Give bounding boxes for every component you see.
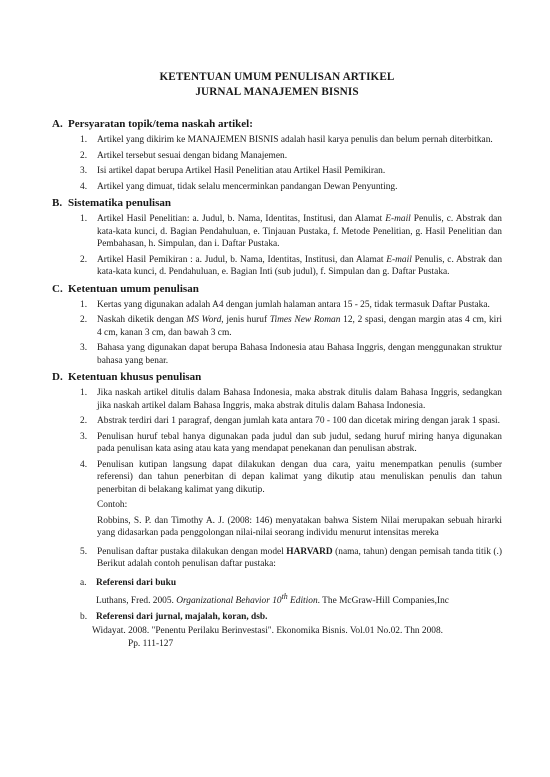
list-item [80,165,502,178]
item-text: Artikel Hasil Pemikiran : a. Judul, b. Nama, Identitas, Institusi, dan Alamat E-mail Penulis, c. Abstrak dan kata-kata kunci, d. Pendahuluan, e. Bagian Inti (sub judul), f. Simpulan dan g. Daftar Pustaka. [97,254,503,277]
list-item [80,415,502,428]
section-letter: C. [52,282,63,295]
item-number: 2. [80,254,88,265]
item-number: 2. [80,416,88,426]
reference-examples [52,577,502,651]
section-letter: A. [52,118,63,130]
list-item [80,150,502,163]
item-number: 3. [80,166,88,176]
list-item [80,342,502,367]
italic-term: E-mail [386,254,412,265]
section-b-list [52,213,502,279]
list-item [80,254,502,279]
sub-letter: a. [80,577,87,588]
title-line-2: JURNAL MANAJEMEN BISNIS [195,86,359,98]
section-letter: D. [52,371,63,383]
example-text: Robbins, S. P. dan Timothy A. J. (2008: 146) menyatakan bahwa Sistem Nilai merupakan sebuah hirarki yang didasarkan pada penggolongan nilai-nilai seorang individu menurut intensitas mereka [97,515,502,538]
section-d-heading [52,370,502,384]
list-item [80,387,502,412]
section-title: Sistematika penulisan [68,197,171,209]
item-number: 4. [80,181,88,192]
item-text: Artikel Hasil Penelitian: a. Judul, b. Nama, Identitas, Institusi, dan Alamat E-mail Penulis, c. Abstrak dan kata-kata kunci, d. Bagian Pendahuluan, e. Tinjauan Pustaka, f. Metode Penelitian, g. Hasil Penelitian dan Pembahasan, h. Simpulan, dan i. Daftar Pustaka. [97,214,502,249]
list-item [80,459,502,543]
section-b [52,196,502,279]
section-c [52,282,502,368]
item-number: 3. [80,431,88,442]
item-number: 5. [80,546,88,557]
item-text: Abstrak terdiri dari 1 paragraf, dengan jumlah kata antara 70 - 100 dan dicetak miring dengan jarak 1 spasi. [97,416,500,426]
section-a-list [52,134,502,193]
item-text [97,459,502,543]
item-text [97,546,502,574]
title-line-1: KETENTUAN UMUM PENULISAN ARTIKEL [159,71,395,83]
item-text: Artikel yang dikirim ke MANAJEMEN BISNIS adalah hasil karya penulis dan belum pernah diterbitkan. [97,135,493,145]
italic-term: Times New Roman [269,315,341,325]
item-text: Bahasa yang digunakan dapat berupa Bahasa Indonesia atau Bahasa Inggris, dengan menggunakan struktur bahasa yang benar. [97,343,502,366]
item-text: Naskah diketik dengan MS Word, jenis huruf Times New Roman 12, 2 spasi, dengan margin atas 4 cm, kiri 4 cm, kanan 3 cm, dan bawah 3 cm. [97,315,503,338]
bold-term: HARVARD [286,546,333,557]
document-title [52,70,502,100]
section-d [52,370,502,650]
reference-book: Luthans, Fred. 2005. Organizational Behavior 10th Edition. The McGraw-Hill Companies,Inc [96,592,449,607]
reference-line: Widayat. 2008. "Penentu Perilaku Berinvestasi". Ekonomika Bisnis. Vol.01 No.02. Thn 2008. [92,626,444,637]
item-text: Kertas yang digunakan adalah A4 dengan jumlah halaman antara 15 - 25, tidak termasuk Daftar Pustaka. [97,299,490,310]
item-number: 1. [80,135,88,145]
item-number: 1. [80,299,88,310]
italic-term: MS Word [186,315,222,325]
item-text: Jika naskah artikel ditulis dalam Bahasa Indonesia, maka abstrak ditulis dalam Bahasa Inggris, sedangkan jika naskah artikel dalam Bahasa Inggris, maka abstrak ditulis dalam Bahasa Indonesia. [97,388,502,411]
list-item [80,314,502,339]
section-a-heading [52,117,502,131]
item-text: Artikel yang dimuat, tidak selalu mencerminkan pandangan Dewan Penyunting. [97,181,398,192]
list-item [80,431,502,456]
section-title: Ketentuan khusus penulisan [68,371,202,383]
list-item [80,299,502,312]
item-text: Isi artikel dapat berupa Artikel Hasil Penelitian atau Artikel Hasil Pemikiran. [97,166,386,176]
item-number: 1. [80,388,88,398]
sub-heading: Referensi dari buku [96,577,177,588]
subsection-a [80,577,502,590]
section-c-list [52,299,502,368]
sub-heading: Referensi dari jurnal, majalah, koran, dsb. [96,611,268,622]
italic-title: Organizational Behavior 10th Edition [176,592,318,607]
item-number: 3. [80,343,88,353]
example-label: Contoh: [97,500,128,510]
item-number: 4. [80,459,88,470]
reference-journal [80,625,502,650]
item-number: 1. [80,214,88,224]
item-paragraph: Penulisan kutipan langsung dapat dilakukan dengan dua cara, yaitu menempatkan penulis (sumber referensi) dan tahun penerbitan di depan kalimat yang dikutip atau menuliskan penulis dan tahun penerbitan di belakang kalimat yang dikutip. [97,459,502,495]
item-number: 2. [80,315,88,325]
item-number: 2. [80,150,88,161]
section-d-list [52,387,502,574]
section-letter: B. [52,197,63,209]
section-a [52,117,502,193]
list-item [80,134,502,147]
section-title: Persyaratan topik/tema naskah artikel: [68,118,253,130]
sub-letter: b. [80,611,88,622]
section-title: Ketentuan umum penulisan [68,282,199,295]
section-b-heading [52,196,502,210]
item-text: Artikel tersebut sesuai dengan bidang Manajemen. [97,150,288,161]
section-c-heading [52,282,502,296]
item-text: Penulisan huruf tebal hanya digunakan pada judul dan sub judul, sedang huruf miring hanya digunakan pada penulisan kata asing atau kata yang mendapat penekanan dan penulisan abstrak. [97,431,502,454]
reference-line: Pp. 111-127 [128,638,174,649]
italic-term: E-mail [385,214,411,224]
list-item [80,546,502,574]
list-item [80,181,502,194]
subsection-b [80,611,502,624]
item-paragraph: Penulisan daftar pustaka dilakukan dengan model HARVARD (nama, tahun) dengan pemisah tanda titik (.) Berikut adalah contoh penulisan daftar pustaka: [97,546,502,569]
list-item [80,213,502,251]
